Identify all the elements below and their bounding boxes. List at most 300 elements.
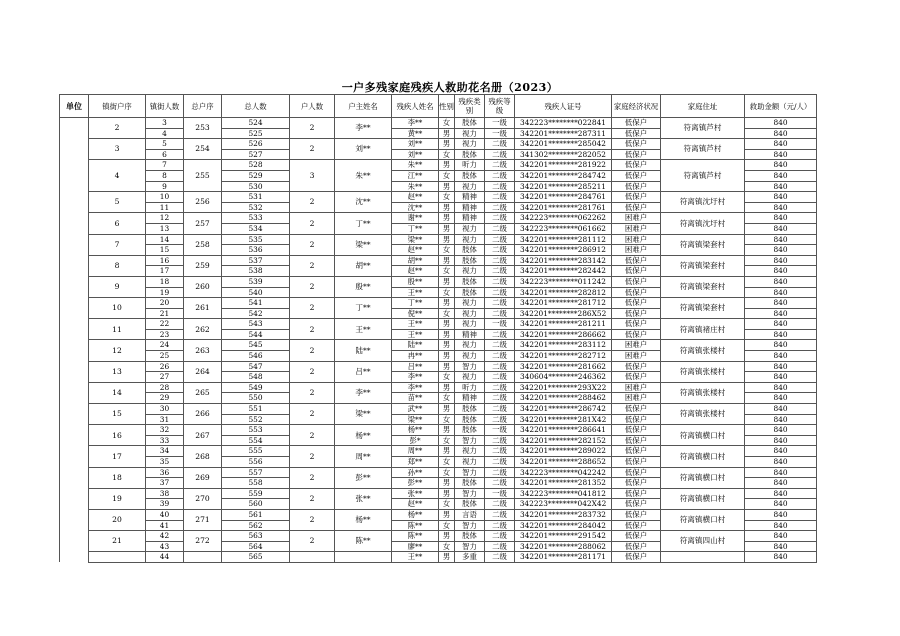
disability-level-cell: 一级 (485, 128, 515, 139)
household-size-cell: 2 (290, 276, 335, 297)
relief-amount-cell: 840 (745, 149, 817, 160)
total-household-seq-cell: 260 (184, 276, 222, 297)
disability-type-cell: 肢体 (455, 404, 485, 415)
total-person-count-cell: 549 (222, 382, 290, 393)
certificate-number-cell: 342201********281171 (515, 552, 612, 563)
disabled-person-name-cell: 赵** (392, 245, 439, 256)
disability-level-cell: 二级 (485, 520, 515, 531)
economic-status-cell: 低保户 (612, 478, 661, 489)
sex-cell: 男 (439, 404, 455, 415)
unit-cell (60, 118, 89, 563)
household-seq-cell: 3 (89, 139, 146, 160)
household-seq-cell: 8 (89, 255, 146, 276)
relief-amount-cell: 840 (745, 404, 817, 415)
household-size-cell: 2 (290, 446, 335, 467)
sex-cell: 男 (439, 139, 455, 150)
relief-amount-cell: 840 (745, 118, 817, 129)
table-row (60, 382, 817, 393)
sex-cell: 女 (439, 393, 455, 404)
certificate-number-cell: 342201********281X42 (515, 414, 612, 425)
disability-type-cell: 肢体 (455, 531, 485, 542)
total-person-count-cell: 535 (222, 234, 290, 245)
disability-level-cell: 二级 (485, 202, 515, 213)
address-cell: 符离镇芦村 (661, 139, 745, 160)
disability-level-cell: 二级 (485, 372, 515, 383)
economic-status-cell: 低保户 (612, 414, 661, 425)
total-person-count-cell: 543 (222, 319, 290, 330)
disabled-person-name-cell: 周** (392, 446, 439, 457)
certificate-number-cell: 342201********282152 (515, 435, 612, 446)
town-person-count-cell: 37 (146, 478, 184, 489)
disability-type-cell: 肢体 (455, 255, 485, 266)
total-person-count-cell: 541 (222, 298, 290, 309)
disabled-person-name-cell: 梁** (392, 414, 439, 425)
town-person-count-cell: 22 (146, 319, 184, 330)
town-person-count-cell: 11 (146, 202, 184, 213)
household-head-cell (335, 552, 392, 563)
economic-status-cell: 低保户 (612, 457, 661, 468)
disability-level-cell: 二级 (485, 308, 515, 319)
total-household-seq-cell: 253 (184, 118, 222, 139)
total-person-count-cell: 527 (222, 149, 290, 160)
disabled-person-name-cell: 朱** (392, 160, 439, 171)
total-person-count-cell: 561 (222, 509, 290, 520)
disability-type-cell: 肢体 (455, 414, 485, 425)
disability-type-cell: 智力 (455, 541, 485, 552)
certificate-number-cell: 342201********291542 (515, 531, 612, 542)
economic-status-cell: 低保户 (612, 192, 661, 203)
certificate-number-cell: 342201********282442 (515, 266, 612, 277)
disability-level-cell: 二级 (485, 382, 515, 393)
household-size-cell: 2 (290, 404, 335, 425)
disability-type-cell: 精神 (455, 192, 485, 203)
sex-cell: 女 (439, 287, 455, 298)
total-person-count-cell: 529 (222, 170, 290, 181)
sex-cell: 男 (439, 509, 455, 520)
total-household-seq-cell: 257 (184, 213, 222, 234)
town-person-count-cell: 40 (146, 509, 184, 520)
disability-level-cell: 二级 (485, 213, 515, 224)
economic-status-cell: 低保户 (612, 541, 661, 552)
disability-type-cell: 视力 (455, 181, 485, 192)
disability-level-cell: 二级 (485, 478, 515, 489)
disability-level-cell: 二级 (485, 329, 515, 340)
sex-cell: 男 (439, 213, 455, 224)
town-person-count-cell: 5 (146, 139, 184, 150)
household-size-cell: 2 (290, 467, 335, 488)
sex-cell: 女 (439, 149, 455, 160)
total-person-count-cell: 537 (222, 255, 290, 266)
household-seq-cell: 15 (89, 404, 146, 425)
disability-type-cell: 肢体 (455, 245, 485, 256)
disability-type-cell: 肢体 (455, 478, 485, 489)
disability-type-cell: 肢体 (455, 170, 485, 181)
disability-level-cell: 二级 (485, 361, 515, 372)
table-row (60, 509, 817, 520)
disabled-person-name-cell: 胡** (392, 255, 439, 266)
total-person-count-cell: 544 (222, 329, 290, 340)
certificate-number-cell: 342201********281352 (515, 478, 612, 489)
certificate-number-cell: 342201********281712 (515, 298, 612, 309)
certificate-number-cell: 342201********286912 (515, 245, 612, 256)
household-seq-cell: 6 (89, 213, 146, 234)
disability-level-cell: 二级 (485, 287, 515, 298)
disability-type-cell: 视力 (455, 308, 485, 319)
column-header: 家庭经济状况 (612, 95, 661, 118)
household-size-cell: 2 (290, 531, 335, 552)
sex-cell: 男 (439, 276, 455, 287)
disabled-person-name-cell: 李** (392, 118, 439, 129)
economic-status-cell: 困难户 (612, 234, 661, 245)
sex-cell: 女 (439, 372, 455, 383)
town-person-count-cell: 28 (146, 382, 184, 393)
relief-amount-cell: 840 (745, 425, 817, 436)
total-person-count-cell: 564 (222, 541, 290, 552)
disability-type-cell: 精神 (455, 213, 485, 224)
disabled-person-name-cell: 赵** (392, 499, 439, 510)
town-person-count-cell: 44 (146, 552, 184, 563)
household-size-cell: 3 (290, 160, 335, 192)
relief-amount-cell: 840 (745, 266, 817, 277)
column-header: 户主姓名 (335, 95, 392, 118)
disability-type-cell: 多重 (455, 552, 485, 563)
sex-cell: 女 (439, 192, 455, 203)
disability-level-cell: 二级 (485, 276, 515, 287)
economic-status-cell: 低保户 (612, 266, 661, 277)
disability-type-cell: 视力 (455, 446, 485, 457)
sex-cell: 男 (439, 128, 455, 139)
disability-level-cell: 一级 (485, 118, 515, 129)
relief-amount-cell: 840 (745, 382, 817, 393)
total-household-seq-cell: 267 (184, 425, 222, 446)
sex-cell: 女 (439, 541, 455, 552)
sex-cell: 男 (439, 234, 455, 245)
disability-type-cell: 精神 (455, 202, 485, 213)
certificate-number-cell: 342201********288062 (515, 541, 612, 552)
household-seq-cell: 21 (89, 531, 146, 552)
disability-type-cell: 听力 (455, 382, 485, 393)
economic-status-cell: 低保户 (612, 531, 661, 542)
address-cell: 符离镇张楼村 (661, 361, 745, 382)
total-person-count-cell: 531 (222, 192, 290, 203)
sex-cell: 男 (439, 202, 455, 213)
disability-type-cell: 听力 (455, 160, 485, 171)
total-person-count-cell: 540 (222, 287, 290, 298)
town-person-count-cell: 38 (146, 488, 184, 499)
economic-status-cell: 低保户 (612, 552, 661, 563)
address-cell: 符离镇沈圩村 (661, 192, 745, 213)
economic-status-cell: 困难户 (612, 245, 661, 256)
sex-cell: 男 (439, 488, 455, 499)
economic-status-cell: 低保户 (612, 499, 661, 510)
table-row (60, 234, 817, 245)
disability-level-cell: 二级 (485, 446, 515, 457)
total-household-seq-cell (184, 552, 222, 563)
table-row (60, 276, 817, 287)
economic-status-cell: 低保户 (612, 488, 661, 499)
town-person-count-cell: 16 (146, 255, 184, 266)
disability-type-cell: 视力 (455, 234, 485, 245)
town-person-count-cell: 21 (146, 308, 184, 319)
disabled-person-name-cell: 杨** (392, 509, 439, 520)
sex-cell: 女 (439, 499, 455, 510)
relief-amount-cell: 840 (745, 160, 817, 171)
table-header-row (60, 95, 817, 118)
town-person-count-cell: 26 (146, 361, 184, 372)
disabled-person-name-cell: 殷** (392, 276, 439, 287)
disabled-person-name-cell: 刘** (392, 139, 439, 150)
disability-level-cell: 二级 (485, 340, 515, 351)
certificate-number-cell: 342223********011242 (515, 276, 612, 287)
disability-type-cell: 肢体 (455, 425, 485, 436)
economic-status-cell: 低保户 (612, 520, 661, 531)
certificate-number-cell: 342201********289022 (515, 446, 612, 457)
table-row (60, 139, 817, 150)
total-person-count-cell: 551 (222, 404, 290, 415)
total-person-count-cell: 554 (222, 435, 290, 446)
table-row (60, 446, 817, 457)
sex-cell: 女 (439, 118, 455, 129)
column-header: 总人数 (222, 95, 290, 118)
certificate-number-cell: 342201********288652 (515, 457, 612, 468)
disability-type-cell: 视力 (455, 351, 485, 362)
household-size-cell: 2 (290, 361, 335, 382)
town-person-count-cell: 6 (146, 149, 184, 160)
economic-status-cell: 低保户 (612, 118, 661, 129)
town-person-count-cell: 15 (146, 245, 184, 256)
total-household-seq-cell: 272 (184, 531, 222, 552)
disability-type-cell: 视力 (455, 372, 485, 383)
economic-status-cell: 低保户 (612, 361, 661, 372)
disability-type-cell: 视力 (455, 298, 485, 309)
disability-type-cell: 精神 (455, 393, 485, 404)
total-household-seq-cell: 259 (184, 255, 222, 276)
relief-amount-cell: 840 (745, 361, 817, 372)
household-size-cell: 2 (290, 382, 335, 403)
economic-status-cell: 低保户 (612, 287, 661, 298)
column-header: 残疾类别 (455, 95, 485, 118)
disability-type-cell: 肢体 (455, 276, 485, 287)
household-seq-cell: 20 (89, 509, 146, 530)
certificate-number-cell: 342201********282712 (515, 351, 612, 362)
household-head-cell: 吕** (335, 361, 392, 382)
sex-cell: 女 (439, 435, 455, 446)
certificate-number-cell: 342223********042242 (515, 467, 612, 478)
certificate-number-cell: 342201********281922 (515, 160, 612, 171)
sex-cell: 女 (439, 520, 455, 531)
town-person-count-cell: 10 (146, 192, 184, 203)
relief-amount-cell: 840 (745, 446, 817, 457)
total-person-count-cell: 552 (222, 414, 290, 425)
disability-type-cell: 智力 (455, 520, 485, 531)
disability-type-cell: 精神 (455, 329, 485, 340)
total-person-count-cell: 526 (222, 139, 290, 150)
sex-cell: 男 (439, 329, 455, 340)
household-size-cell: 2 (290, 425, 335, 446)
certificate-number-cell: 342201********281112 (515, 234, 612, 245)
relief-amount-cell: 840 (745, 276, 817, 287)
town-person-count-cell: 33 (146, 435, 184, 446)
relief-amount-cell: 840 (745, 213, 817, 224)
economic-status-cell: 困难户 (612, 382, 661, 393)
certificate-number-cell: 342201********286742 (515, 404, 612, 415)
disability-level-cell: 二级 (485, 170, 515, 181)
relief-amount-cell: 840 (745, 340, 817, 351)
table-row (60, 488, 817, 499)
total-household-seq-cell: 264 (184, 361, 222, 382)
disabled-person-name-cell: 郑** (392, 457, 439, 468)
relief-amount-cell: 840 (745, 531, 817, 542)
disability-type-cell: 智力 (455, 361, 485, 372)
address-cell: 符离镇横口村 (661, 488, 745, 509)
disabled-person-name-cell: 杨** (392, 425, 439, 436)
sex-cell: 女 (439, 467, 455, 478)
disabled-person-name-cell: 武** (392, 404, 439, 415)
household-head-cell: 周** (335, 446, 392, 467)
total-person-count-cell: 563 (222, 531, 290, 542)
household-size-cell: 2 (290, 255, 335, 276)
relief-amount-cell: 840 (745, 351, 817, 362)
economic-status-cell: 困难户 (612, 213, 661, 224)
household-size-cell: 2 (290, 488, 335, 509)
total-person-count-cell: 547 (222, 361, 290, 372)
total-person-count-cell: 560 (222, 499, 290, 510)
relief-amount-cell: 840 (745, 509, 817, 520)
disability-type-cell: 肢体 (455, 149, 485, 160)
household-seq-cell: 13 (89, 361, 146, 382)
total-person-count-cell: 525 (222, 128, 290, 139)
sex-cell: 男 (439, 552, 455, 563)
relief-amount-cell: 840 (745, 298, 817, 309)
disability-level-cell: 一级 (485, 425, 515, 436)
column-header: 户人数 (290, 95, 335, 118)
total-household-seq-cell: 266 (184, 404, 222, 425)
sex-cell: 女 (439, 266, 455, 277)
table-row (60, 255, 817, 266)
disability-level-cell: 二级 (485, 414, 515, 425)
household-seq-cell: 18 (89, 467, 146, 488)
household-seq-cell: 12 (89, 340, 146, 361)
column-header: 救助金额（元/人） (745, 95, 817, 118)
town-person-count-cell: 43 (146, 541, 184, 552)
disability-type-cell: 智力 (455, 467, 485, 478)
total-household-seq-cell: 255 (184, 160, 222, 192)
economic-status-cell: 低保户 (612, 308, 661, 319)
column-header: 单位 (60, 95, 89, 118)
disabled-person-name-cell: 陈** (392, 520, 439, 531)
document-title: 一户多残家庭残疾人救助花名册（2023） (341, 81, 559, 94)
total-household-seq-cell: 261 (184, 298, 222, 319)
town-person-count-cell: 25 (146, 351, 184, 362)
relief-amount-cell: 840 (745, 139, 817, 150)
household-seq-cell: 4 (89, 160, 146, 192)
disabled-person-name-cell: 彭** (392, 478, 439, 489)
economic-status-cell: 低保户 (612, 319, 661, 330)
household-seq-cell: 10 (89, 298, 146, 319)
sex-cell: 男 (439, 298, 455, 309)
disabled-person-name-cell: 陈** (392, 531, 439, 542)
relief-amount-cell: 840 (745, 202, 817, 213)
certificate-number-cell: 342201********282812 (515, 287, 612, 298)
certificate-number-cell: 342201********281211 (515, 319, 612, 330)
economic-status-cell: 低保户 (612, 372, 661, 383)
relief-amount-cell: 840 (745, 393, 817, 404)
household-head-cell: 沈** (335, 192, 392, 213)
total-person-count-cell: 558 (222, 478, 290, 489)
disabled-person-name-cell: 刘** (392, 149, 439, 160)
certificate-number-cell: 340604********246362 (515, 372, 612, 383)
household-head-cell: 张** (335, 488, 392, 509)
total-household-seq-cell: 265 (184, 382, 222, 403)
relief-amount-cell: 840 (745, 552, 817, 563)
disability-level-cell: 二级 (485, 192, 515, 203)
household-size-cell: 2 (290, 118, 335, 139)
certificate-number-cell: 342223********041812 (515, 488, 612, 499)
disability-level-cell: 二级 (485, 531, 515, 542)
economic-status-cell: 困难户 (612, 351, 661, 362)
household-seq-cell: 14 (89, 382, 146, 403)
table-body (60, 118, 817, 563)
economic-status-cell: 低保户 (612, 446, 661, 457)
household-seq-cell: 2 (89, 118, 146, 139)
certificate-number-cell: 342201********283732 (515, 509, 612, 520)
economic-status-cell: 低保户 (612, 128, 661, 139)
disability-level-cell: 二级 (485, 245, 515, 256)
disability-type-cell: 视力 (455, 223, 485, 234)
household-head-cell: 胡** (335, 255, 392, 276)
certificate-number-cell: 342201********283112 (515, 340, 612, 351)
table-row (60, 531, 817, 542)
address-cell: 符离镇横口村 (661, 509, 745, 530)
town-person-count-cell: 41 (146, 520, 184, 531)
relief-amount-cell: 840 (745, 329, 817, 340)
household-head-cell: 梁** (335, 234, 392, 255)
disability-level-cell: 二级 (485, 139, 515, 150)
town-person-count-cell: 31 (146, 414, 184, 425)
total-person-count-cell: 524 (222, 118, 290, 129)
certificate-number-cell: 342223********022841 (515, 118, 612, 129)
sex-cell: 男 (439, 425, 455, 436)
town-person-count-cell: 9 (146, 181, 184, 192)
household-head-cell: 杨** (335, 509, 392, 530)
disability-type-cell: 肢体 (455, 499, 485, 510)
relief-amount-cell: 840 (745, 308, 817, 319)
sex-cell: 女 (439, 245, 455, 256)
household-seq-cell: 17 (89, 446, 146, 467)
town-person-count-cell: 39 (146, 499, 184, 510)
total-person-count-cell: 548 (222, 372, 290, 383)
total-person-count-cell: 530 (222, 181, 290, 192)
sex-cell: 男 (439, 382, 455, 393)
address-cell: 符离镇梁套村 (661, 276, 745, 297)
relief-amount-cell: 840 (745, 181, 817, 192)
disability-type-cell: 视力 (455, 340, 485, 351)
address-cell (661, 552, 745, 563)
disabled-person-name-cell: 吕** (392, 361, 439, 372)
disability-level-cell: 二级 (485, 223, 515, 234)
economic-status-cell: 低保户 (612, 425, 661, 436)
address-cell: 符离镇芦村 (661, 118, 745, 139)
disability-type-cell: 视力 (455, 266, 485, 277)
address-cell: 符离镇横口村 (661, 446, 745, 467)
household-head-cell: 杨** (335, 425, 392, 446)
disabled-person-name-cell: 李** (392, 372, 439, 383)
economic-status-cell: 困难户 (612, 223, 661, 234)
disabled-person-name-cell: 梁** (392, 234, 439, 245)
household-head-cell: 李** (335, 382, 392, 403)
sex-cell: 女 (439, 457, 455, 468)
address-cell: 符离镇梁套村 (661, 234, 745, 255)
